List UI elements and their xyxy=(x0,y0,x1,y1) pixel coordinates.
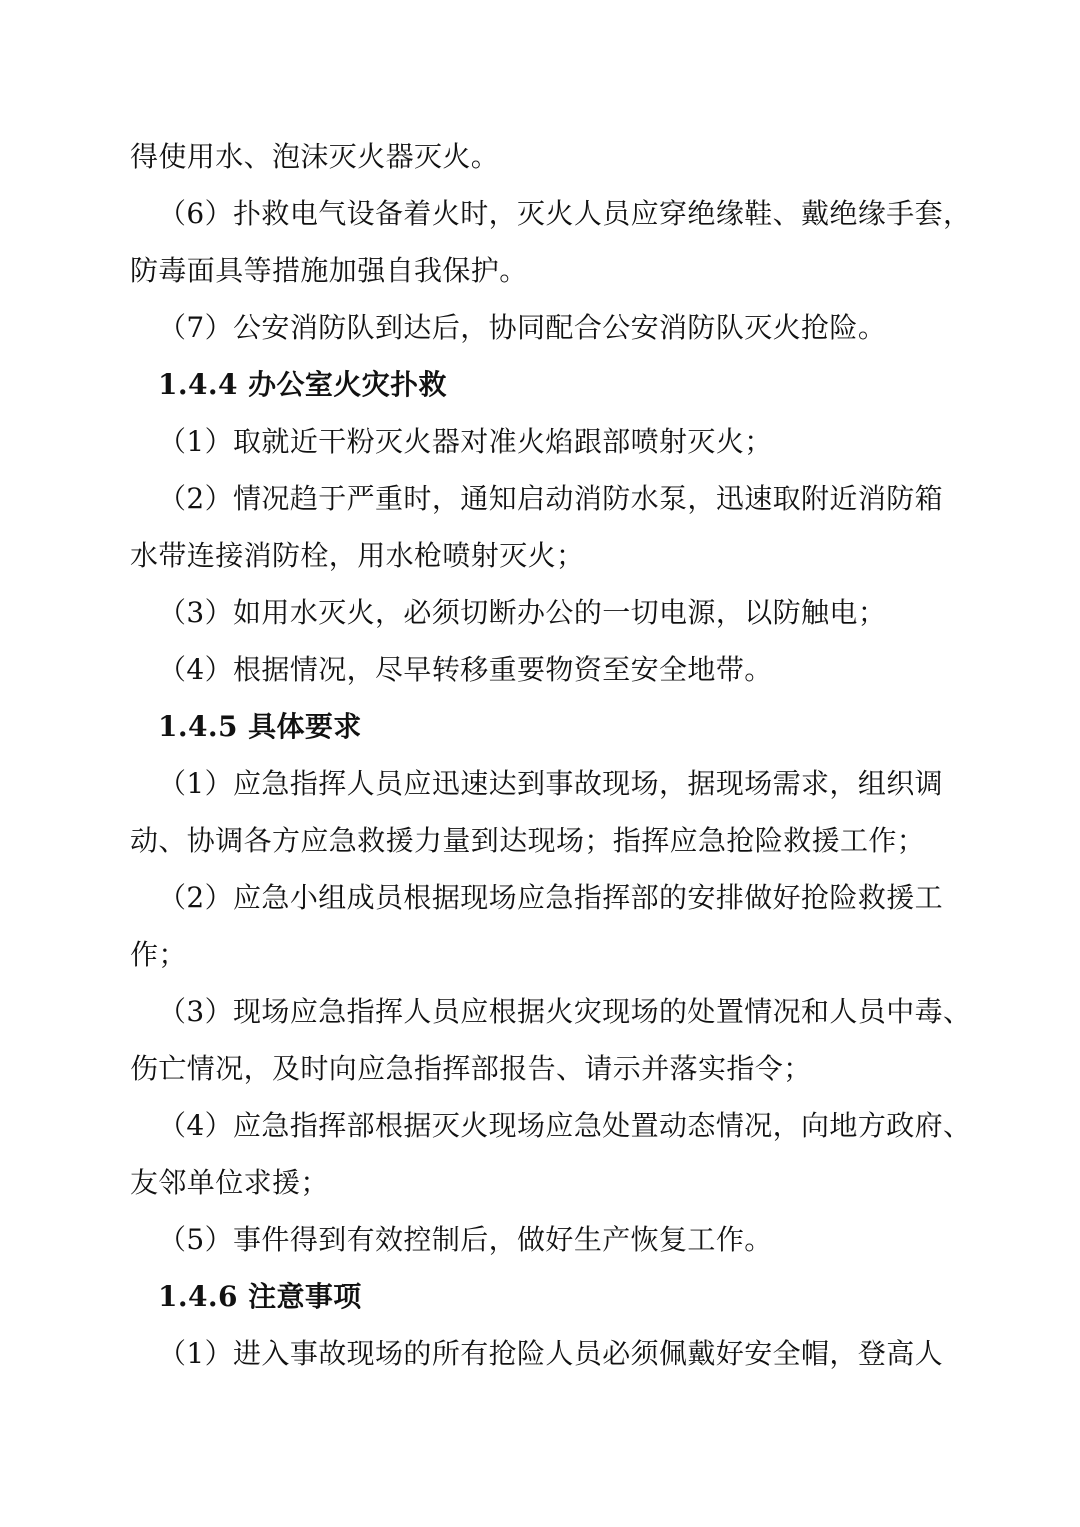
list-item: （1）应急指挥人员应迅速达到事故现场，据现场需求，组织调 xyxy=(158,767,944,800)
text-line: 友邻单位求援； xyxy=(130,1166,329,1199)
list-item: （3）现场应急指挥人员应根据火灾现场的处置情况和人员中毒、 xyxy=(158,995,972,1028)
text-line: 水带连接消防栓，用水枪喷射灭火； xyxy=(130,539,585,572)
list-item: （2）情况趋于严重时，通知启动消防水泵，迅速取附近消防箱 xyxy=(158,482,944,515)
list-item: （1）取就近干粉灭火器对准火焰跟部喷射灭火； xyxy=(158,425,773,458)
list-item: （2）应急小组成员根据现场应急指挥部的安排做好抢险救援工 xyxy=(158,881,944,914)
text-line: 伤亡情况，及时向应急指挥部报告、请示并落实指令； xyxy=(130,1052,812,1085)
section-heading-1-4-6: 1.4.6 注意事项 xyxy=(158,1280,362,1313)
list-item: （1）进入事故现场的所有抢险人员必须佩戴好安全帽，登高人 xyxy=(158,1337,944,1370)
text-line: 作； xyxy=(130,938,187,971)
list-item: （5）事件得到有效控制后，做好生产恢复工作。 xyxy=(158,1223,773,1256)
list-item: （3）如用水灭火，必须切断办公的一切电源，以防触电； xyxy=(158,596,887,629)
list-item: （4）根据情况，尽早转移重要物资至安全地带。 xyxy=(158,653,773,686)
list-item: （4）应急指挥部根据灭火现场应急处置动态情况，向地方政府、 xyxy=(158,1109,972,1142)
section-heading-1-4-5: 1.4.5 具体要求 xyxy=(158,710,362,743)
text-line: 得使用水、泡沫灭火器灭火。 xyxy=(130,140,500,173)
list-item: （7）公安消防队到达后，协同配合公安消防队灭火抢险。 xyxy=(158,311,887,344)
section-heading-1-4-4: 1.4.4 办公室火灾扑救 xyxy=(158,368,447,401)
list-item: （6）扑救电气设备着火时，灭火人员应穿绝缘鞋、戴绝缘手套， xyxy=(158,197,972,230)
text-line: 动、协调各方应急救援力量到达现场；指挥应急抢险救援工作； xyxy=(130,824,926,857)
text-line: 防毒面具等措施加强自我保护。 xyxy=(130,254,528,287)
